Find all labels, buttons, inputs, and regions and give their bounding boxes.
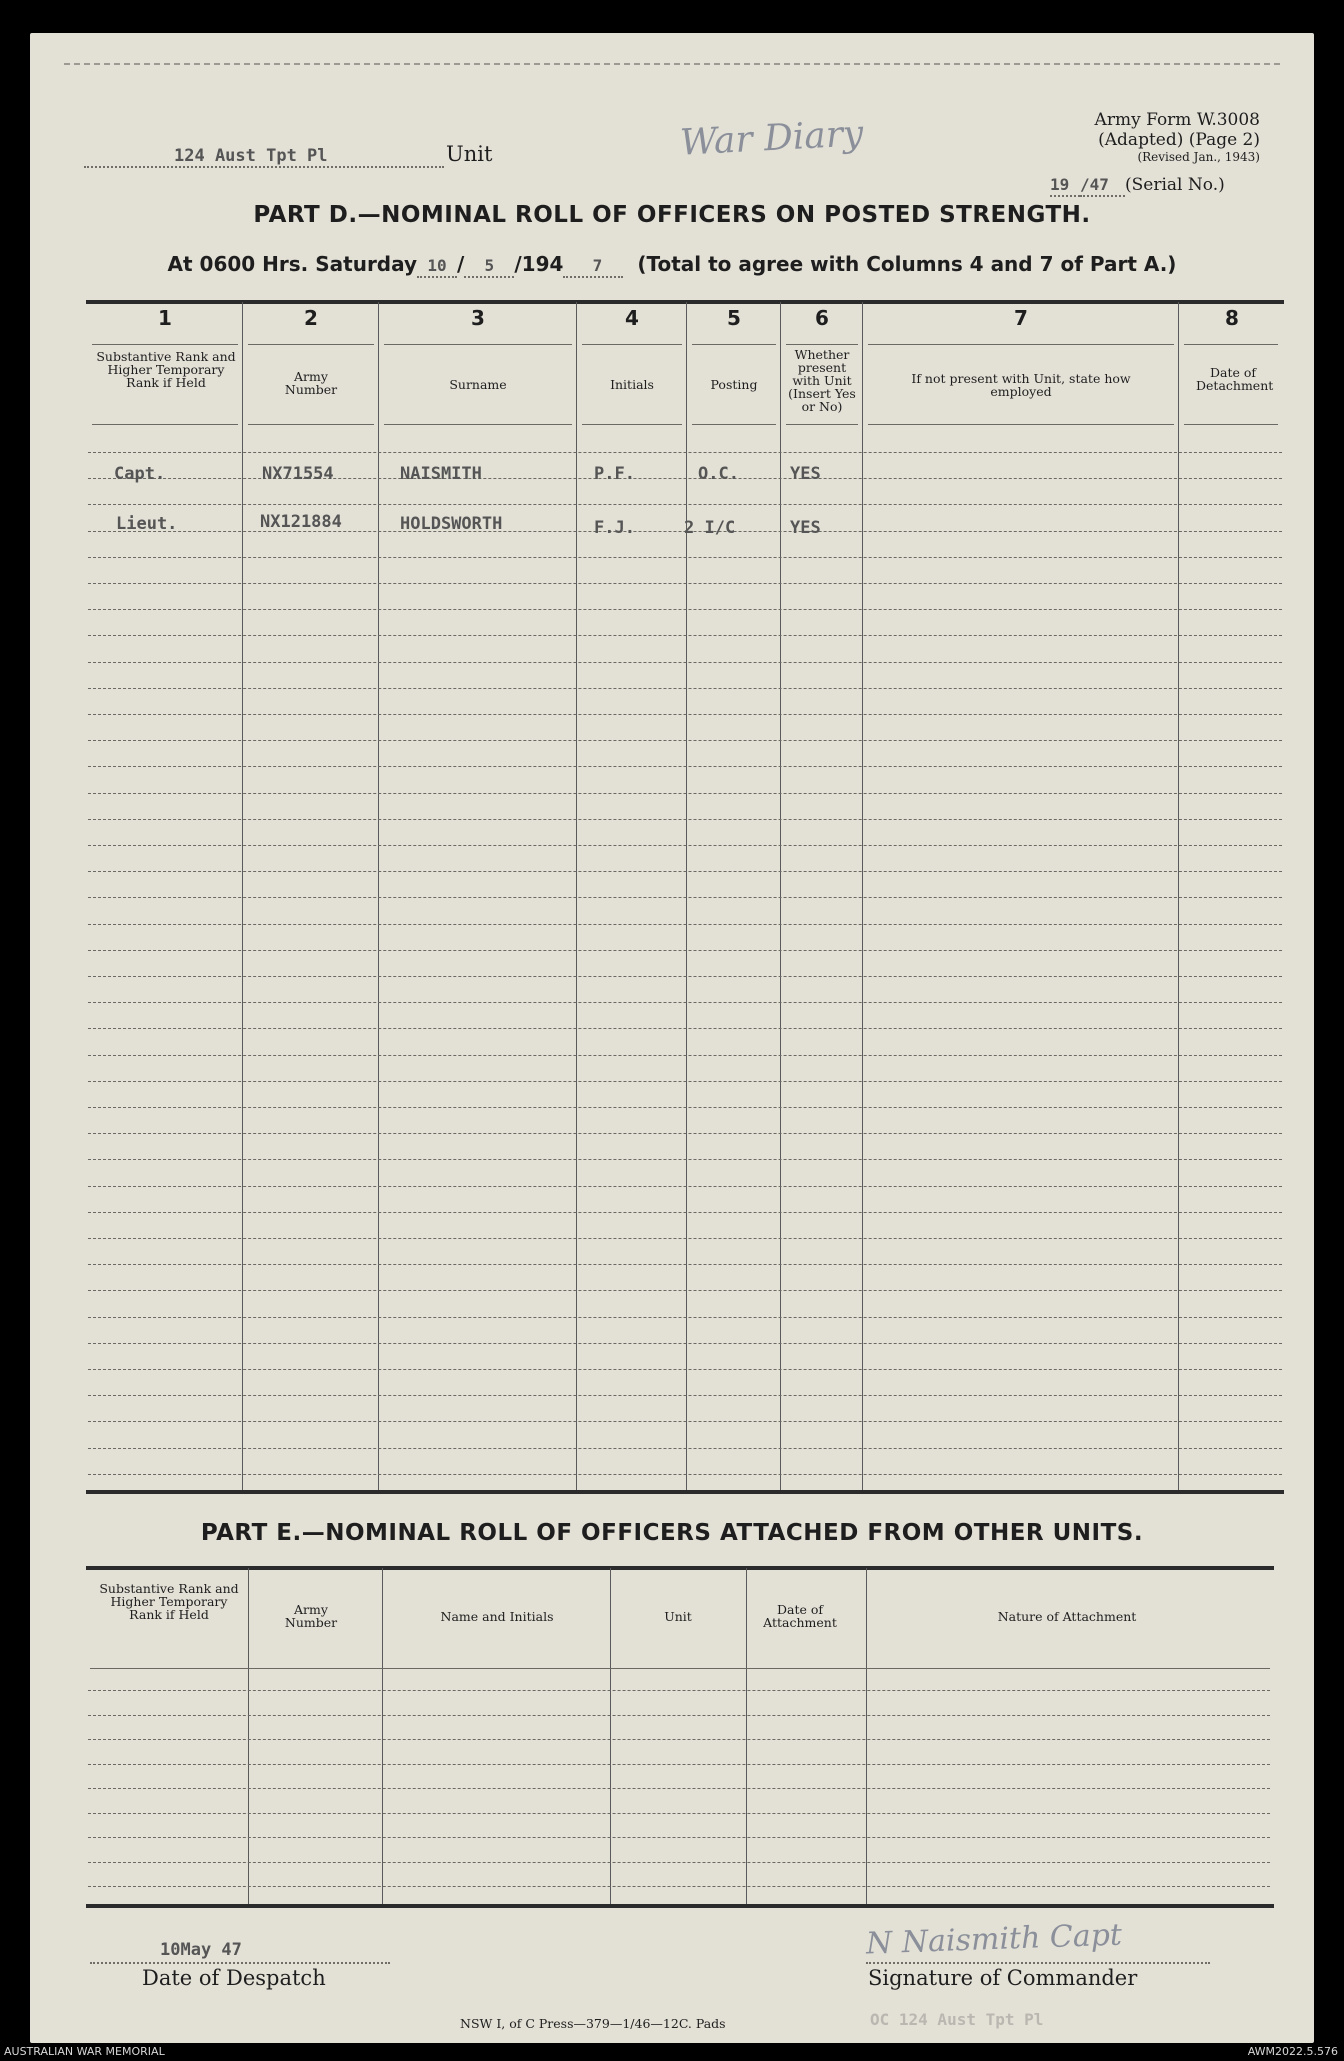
date-year-prefix: /194 bbox=[514, 252, 564, 276]
part-e-column-divider bbox=[746, 1568, 747, 1904]
part-d-header-rule bbox=[786, 344, 858, 345]
part-d-header-rule bbox=[868, 424, 1174, 425]
row1-army-number: NX71554 bbox=[262, 464, 334, 484]
part-d-header-rule bbox=[582, 344, 682, 345]
e-col-header-army-number: Army Number bbox=[284, 1602, 338, 1630]
e-col-header-attachment-date: Date of Attachment bbox=[763, 1602, 837, 1630]
part-d-row-line bbox=[88, 1107, 1282, 1108]
part-e-row-line bbox=[88, 1788, 1270, 1789]
col-header-surname: Surname bbox=[449, 377, 507, 392]
unit-label: Unit bbox=[446, 142, 493, 166]
part-d-column-divider bbox=[576, 302, 577, 1490]
signature-label: Signature of Commander bbox=[868, 1966, 1138, 1990]
part-d-row-line bbox=[88, 688, 1282, 689]
part-e-row-line bbox=[88, 1886, 1270, 1887]
serial-suffix: /47 bbox=[1080, 175, 1109, 194]
commander-stamp: OC 124 Aust Tpt Pl bbox=[870, 2010, 1044, 2029]
part-d-header-rule bbox=[1184, 344, 1278, 345]
part-d-row-line bbox=[88, 635, 1282, 636]
part-d-header-rule bbox=[692, 344, 776, 345]
part-d-row-line bbox=[88, 1290, 1282, 1291]
row2-rank: Lieut. bbox=[116, 514, 178, 534]
part-e-row-line bbox=[88, 1690, 1270, 1691]
date-month: 5 bbox=[484, 256, 495, 275]
part-e-row-line bbox=[88, 1862, 1270, 1863]
part-e-bottom-rule bbox=[86, 1904, 1274, 1908]
part-d-row-line bbox=[88, 1055, 1282, 1056]
col-number-6: 6 bbox=[815, 306, 829, 330]
part-d-row-line bbox=[88, 950, 1282, 951]
col-header-army-number: Army Number bbox=[284, 369, 338, 397]
unit-line bbox=[84, 142, 492, 168]
col-header-present: Whether present with Unit (Insert Yes or No) bbox=[788, 347, 856, 414]
part-d-row-line bbox=[88, 583, 1282, 584]
part-d-header-rule bbox=[384, 424, 572, 425]
despatch-label: Date of Despatch bbox=[142, 1966, 326, 1990]
date-total-note: (Total to agree with Columns 4 and 7 of Part A.) bbox=[637, 252, 1177, 276]
part-d-row-line bbox=[88, 1186, 1282, 1187]
part-d-column-divider bbox=[242, 302, 243, 1490]
signature-line bbox=[866, 1962, 1210, 1964]
part-d-row-line bbox=[88, 793, 1282, 794]
part-d-header-rule bbox=[384, 344, 572, 345]
part-d-row-line bbox=[88, 924, 1282, 925]
e-col-header-unit: Unit bbox=[664, 1609, 692, 1624]
part-d-row-line bbox=[88, 1081, 1282, 1082]
e-col-header-nature: Nature of Attachment bbox=[997, 1609, 1137, 1624]
part-d-row-line bbox=[88, 662, 1282, 663]
part-d-header-rule bbox=[92, 344, 238, 345]
part-d-row-line bbox=[88, 1421, 1282, 1422]
row2-posting: 2 I/C bbox=[684, 518, 736, 538]
part-d-header-rule bbox=[692, 424, 776, 425]
col-number-8: 8 bbox=[1225, 306, 1239, 330]
part-d-column-divider bbox=[378, 302, 379, 1490]
part-d-row-line bbox=[88, 897, 1282, 898]
form-id-line1: Army Form W.3008 bbox=[1094, 110, 1260, 130]
unit-value: 124 Aust Tpt Pl bbox=[174, 146, 328, 166]
col-number-2: 2 bbox=[304, 306, 318, 330]
part-d-header-rule bbox=[248, 424, 374, 425]
part-e-header-rule bbox=[90, 1668, 1270, 1669]
date-day: 10 bbox=[427, 256, 447, 275]
part-d-column-divider bbox=[1178, 302, 1179, 1490]
form-page bbox=[30, 33, 1314, 2043]
col-header-initials: Initials bbox=[610, 377, 654, 392]
serial-value: 19 bbox=[1050, 175, 1070, 194]
part-d-row-line bbox=[88, 1474, 1282, 1475]
col-number-1: 1 bbox=[158, 306, 172, 330]
part-e-top-rule bbox=[86, 1566, 1274, 1570]
part-d-row-line bbox=[88, 766, 1282, 767]
col-header-posting: Posting bbox=[710, 377, 758, 392]
part-d-column-divider bbox=[780, 302, 781, 1490]
part-d-row-line bbox=[88, 1028, 1282, 1029]
serial-number bbox=[1050, 175, 1225, 197]
printer-imprint: NSW I, of C Press—379—1/46—12C. Pads bbox=[460, 2016, 726, 2031]
part-d-row-line bbox=[88, 976, 1282, 977]
part-d-header-rule bbox=[1184, 424, 1278, 425]
part-d-row-line bbox=[88, 1002, 1282, 1003]
part-d-row-line bbox=[88, 609, 1282, 610]
date-year-digit: 7 bbox=[592, 256, 603, 275]
commander-signature: N Naismith Capt bbox=[865, 1917, 1123, 1962]
col-header-rank: Substantive Rank and Higher Temporary Rank if Held bbox=[96, 349, 236, 390]
part-d-row-line bbox=[88, 1133, 1282, 1134]
part-d-row-line bbox=[88, 1212, 1282, 1213]
part-d-row-line bbox=[88, 1159, 1282, 1160]
part-d-header-rule bbox=[868, 344, 1174, 345]
part-e-title: PART E.—NOMINAL ROLL OF OFFICERS ATTACHED FROM OTHER UNITS. bbox=[200, 1520, 1144, 1546]
part-d-header-rule bbox=[582, 424, 682, 425]
part-d-row-line bbox=[88, 1317, 1282, 1318]
e-col-header-name: Name and Initials bbox=[440, 1609, 554, 1624]
handwritten-note: War Diary bbox=[679, 113, 865, 164]
row1-rank: Capt. bbox=[114, 464, 166, 484]
part-d-row-line bbox=[88, 452, 1282, 453]
part-e-row-line bbox=[88, 1739, 1270, 1740]
col-number-4: 4 bbox=[625, 306, 639, 330]
part-d-row-line bbox=[88, 845, 1282, 846]
part-d-row-line bbox=[88, 1238, 1282, 1239]
row2-army-number: NX121884 bbox=[260, 512, 342, 532]
form-identifier bbox=[1010, 110, 1260, 164]
col-header-employed: If not present with Unit, state how employed bbox=[911, 371, 1131, 399]
perforation-line bbox=[64, 63, 1280, 65]
part-d-top-rule bbox=[86, 300, 1284, 304]
torn-edge bbox=[400, 0, 980, 22]
row2-initials: F.J. bbox=[594, 518, 635, 538]
part-d-row-line bbox=[88, 1395, 1282, 1396]
part-e-column-divider bbox=[248, 1568, 249, 1904]
row1-surname: NAISMITH bbox=[400, 464, 482, 484]
despatch-value: 10May 47 bbox=[160, 1940, 242, 1960]
part-d-row-line bbox=[88, 557, 1282, 558]
part-d-column-divider bbox=[862, 302, 863, 1490]
part-d-row-line bbox=[88, 1264, 1282, 1265]
col-header-detachment: Date of Detachment bbox=[1196, 365, 1274, 393]
row2-surname: HOLDSWORTH bbox=[400, 514, 503, 534]
part-d-row-line bbox=[88, 504, 1282, 505]
part-d-header-rule bbox=[92, 424, 238, 425]
col-number-7: 7 bbox=[1014, 306, 1028, 330]
part-d-row-line bbox=[88, 714, 1282, 715]
part-e-row-line bbox=[88, 1837, 1270, 1838]
part-d-row-line bbox=[88, 740, 1282, 741]
row2-present: YES bbox=[790, 518, 821, 538]
part-e-row-line bbox=[88, 1813, 1270, 1814]
part-d-header-rule bbox=[248, 344, 374, 345]
part-d-row-line bbox=[88, 1369, 1282, 1370]
part-e-column-divider bbox=[866, 1568, 867, 1904]
part-e-row-line bbox=[88, 1764, 1270, 1765]
archive-caption-right: AWM2022.5.576 bbox=[1247, 2045, 1338, 2058]
row1-initials: P.F. bbox=[594, 464, 635, 484]
col-number-5: 5 bbox=[727, 306, 741, 330]
e-col-header-rank: Substantive Rank and Higher Temporary Rank if Held bbox=[99, 1581, 239, 1622]
part-e-column-divider bbox=[382, 1568, 383, 1904]
part-e-column-divider bbox=[610, 1568, 611, 1904]
part-d-bottom-rule bbox=[86, 1490, 1284, 1494]
form-id-line2: (Adapted) (Page 2) bbox=[1098, 130, 1260, 150]
form-id-line3: (Revised Jan., 1943) bbox=[1137, 150, 1260, 164]
part-d-column-divider bbox=[686, 302, 687, 1490]
part-d-row-line bbox=[88, 871, 1282, 872]
date-prefix: At 0600 Hrs. Saturday bbox=[167, 252, 418, 276]
col-number-3: 3 bbox=[471, 306, 485, 330]
serial-label: (Serial No.) bbox=[1125, 175, 1225, 195]
archive-caption-left: AUSTRALIAN WAR MEMORIAL bbox=[4, 2045, 165, 2058]
part-d-row-line bbox=[88, 1343, 1282, 1344]
row1-present: YES bbox=[790, 464, 821, 484]
part-e-row-line bbox=[88, 1715, 1270, 1716]
part-d-row-line bbox=[88, 819, 1282, 820]
despatch-line bbox=[90, 1962, 390, 1964]
part-d-title: PART D.—NOMINAL ROLL OF OFFICERS ON POSTED STRENGTH. bbox=[253, 202, 1091, 228]
row1-posting: O.C. bbox=[698, 464, 739, 484]
part-d-header-rule bbox=[786, 424, 858, 425]
part-d-date-line: At 0600 Hrs. Saturday 10 / 5 /194 7 (Total to agree with Columns 4 and 7 of Part A.) bbox=[167, 252, 1177, 276]
part-d-row-line bbox=[88, 1448, 1282, 1449]
